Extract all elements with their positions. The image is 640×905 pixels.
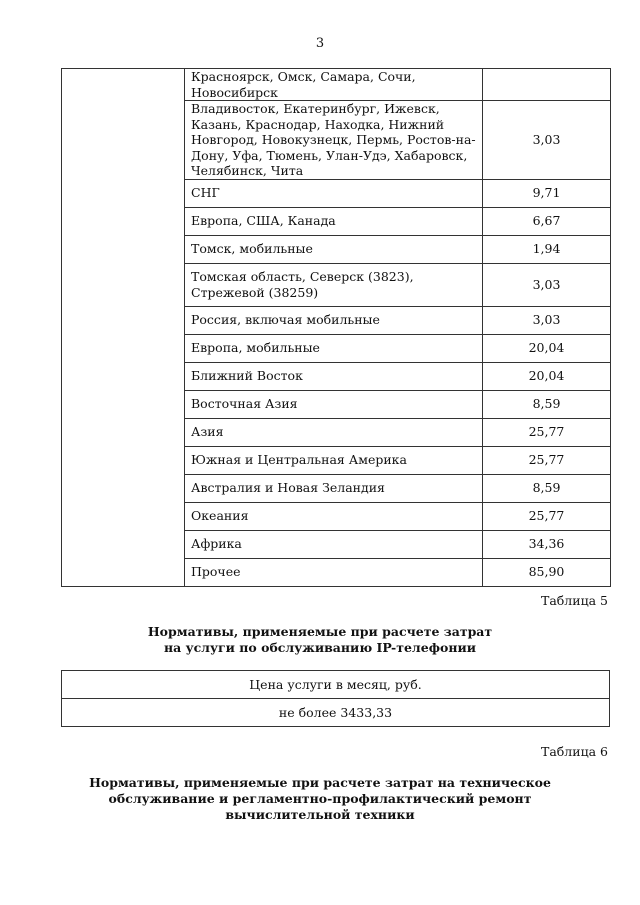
- region-cell: Прочее: [185, 558, 483, 586]
- table6-heading-line: Нормативы, применяемые при расчете затрат на техническое: [89, 775, 551, 790]
- table-row: [62, 699, 610, 727]
- value-cell: 3,03: [483, 263, 611, 306]
- price-value-cell: не более 3433,33: [62, 699, 610, 727]
- ip-telephony-table: [61, 670, 610, 727]
- region-cell: Ближний Восток: [185, 362, 483, 390]
- table5-heading: [0, 624, 640, 656]
- value-cell: 3,03: [483, 306, 611, 334]
- value-cell: 20,04: [483, 362, 611, 390]
- table6-caption: Таблица 6: [540, 744, 608, 759]
- region-cell: Австралия и Новая Зеландия: [185, 474, 483, 502]
- value-cell: 20,04: [483, 334, 611, 362]
- region-cell: Африка: [185, 530, 483, 558]
- region-cell: Европа, США, Канада: [185, 207, 483, 235]
- value-cell: 25,77: [483, 502, 611, 530]
- table6-heading: [0, 775, 640, 823]
- value-cell: 25,77: [483, 446, 611, 474]
- merged-empty-cell: [62, 69, 185, 587]
- value-cell: 25,77: [483, 418, 611, 446]
- region-cell: Красноярск, Омск, Самара, Сочи, Новосибирск: [185, 69, 483, 101]
- region-cell: Восточная Азия: [185, 390, 483, 418]
- table-row: [62, 671, 610, 699]
- value-cell: 9,71: [483, 179, 611, 207]
- region-cell: Европа, мобильные: [185, 334, 483, 362]
- table5-heading-line: на услуги по обслуживанию IP-телефонии: [163, 640, 477, 655]
- value-cell: 6,67: [483, 207, 611, 235]
- value-cell: [483, 69, 611, 101]
- rates-table: [61, 68, 611, 587]
- table6-heading-line: вычислительной техники: [225, 807, 415, 822]
- region-cell: Россия, включая мобильные: [185, 306, 483, 334]
- value-cell: 8,59: [483, 474, 611, 502]
- region-cell: Томская область, Северск (3823), Стрежевой (38259): [185, 263, 483, 306]
- page-number: 3: [315, 36, 325, 51]
- region-cell: Владивосток, Екатеринбург, Ижевск, Казань, Краснодар, Находка, Нижний Новгород, Новокузнецк, Пермь, Ростов-на-Дону, Уфа, Тюмень, Улан-Удэ, Хабаровск, Челябинск, Чита: [185, 101, 483, 180]
- value-cell: 85,90: [483, 558, 611, 586]
- region-cell: Южная и Центральная Америка: [185, 446, 483, 474]
- region-cell: Азия: [185, 418, 483, 446]
- value-cell: 3,03: [483, 101, 611, 180]
- region-cell: Томск, мобильные: [185, 235, 483, 263]
- table-row: [62, 69, 611, 101]
- region-cell: СНГ: [185, 179, 483, 207]
- value-cell: 1,94: [483, 235, 611, 263]
- table6-heading-line: обслуживание и регламентно-профилактический ремонт: [108, 791, 532, 806]
- value-cell: 8,59: [483, 390, 611, 418]
- table5-caption: Таблица 5: [540, 593, 608, 608]
- table5-heading-line: Нормативы, применяемые при расчете затрат: [147, 624, 493, 639]
- value-cell: 34,36: [483, 530, 611, 558]
- region-cell: Океания: [185, 502, 483, 530]
- price-header-cell: Цена услуги в месяц, руб.: [62, 671, 610, 699]
